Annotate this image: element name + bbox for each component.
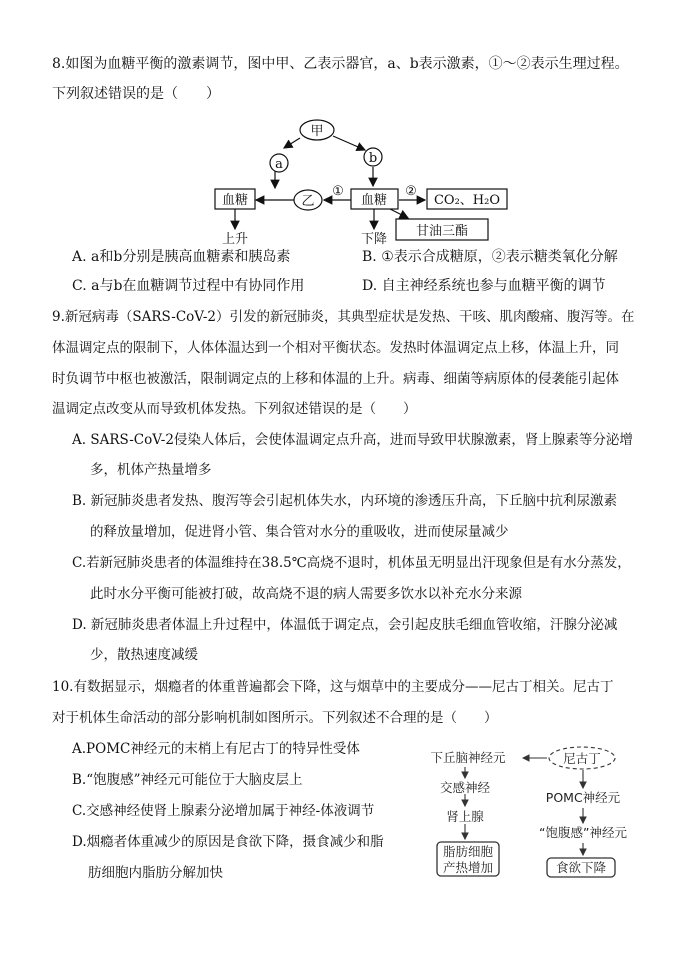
q9-option-a-continued: 多，机体产热量增多 [90,462,212,478]
q9-option-c: C.若新冠肺炎患者的体温维持在38.5℃高烧不退时，机体虽无明显出汗现象但是有水分蒸发， [72,555,631,571]
q9-stem-line-4: 温调定点改变从而导致机体发热。下列叙述错误的是（ ） [52,401,417,417]
q10-stem-line-2: 对于机体生命活动的部分影响机制如图所示。下列叙述不合理的是（ ） [52,710,498,726]
satiety-neuron-label: “饱腹感”神经元 [539,825,627,840]
q8-option-b: B. ①表示合成糖原，②表示糖类氧化分解 [362,249,618,265]
q10-option-a: A.POMC神经元的末梢上有尼古丁的特异性受体 [72,741,360,757]
q8-option-c: C. a与b在血糖调节过程中有协同作用 [72,278,305,294]
hormone-a-label: a [275,157,283,172]
q8-stem: 8.如图为血糖平衡的激素调节，图中甲、乙表示器官，a、b表示激素，①～②表示生理过程。 [52,56,629,72]
fat-cell-box-line-1: 脂肪细胞 [442,844,494,859]
q10-diagram [423,738,649,883]
organ-jia-label: 甲 [310,124,324,139]
q10-option-d-continued: 肪细胞内脂肪分解加快 [88,865,223,881]
q9-stem-line-3: 时负调节中枢也被激活，限制调定点的上移和体温的上升。病毒、细菌等病原体的侵袭能引起体 [52,371,619,387]
hormone-b-label: b [368,151,378,166]
q8-option-d: D. 自主神经系统也参与血糖平衡的调节 [362,278,606,294]
q9-option-d-continued: 少，散热速度减缓 [90,647,198,663]
q10-stem-line-1: 10.有数据显示，烟瘾者的体重普遍都会下降，这与烟草中的主要成分——尼古丁相关。尼古丁 [52,679,614,695]
q8-stem-continued: 下列叙述错误的是（ ） [52,86,220,102]
q10-option-b: B.“饱腹感”神经元可能位于大脑皮层上 [72,772,303,788]
process-1-label: ① [332,184,344,199]
q9-option-a: A. SARS-CoV-2侵染人体后，会使体温调定点升高，进而导致甲状腺激素，肾上腺素等分泌增 [72,432,633,448]
q8-diagram [212,116,512,246]
adrenal-gland-label: 肾上腺 [446,809,484,824]
organ-yi-label: 乙 [301,194,315,209]
triglyceride-box: 甘油三酯 [415,224,469,239]
q10-option-c: C.交感神经使肾上腺素分泌增加属于神经-体液调节 [72,803,375,819]
q8-option-a: A. a和b分别是胰高血糖素和胰岛素 [72,249,291,265]
hypothalamus-neuron-label: 下丘脑神经元 [430,750,506,765]
pomc-neuron-label: POMC神经元 [545,790,621,805]
sympathetic-nerve-label: 交感神经 [439,780,491,795]
q9-stem-line-2: 体温调定点的限制下，人体体温达到一个相对平衡状态。发热时体温调定点上移，体温上升，同 [52,340,619,356]
fall-label: 下降 [360,232,388,246]
q9-option-c-continued: 此时水分平衡可能被打破，故高烧不退的病人需要多饮水以补充水分来源 [90,586,522,602]
q9-option-d: D. 新冠肺炎患者体温上升过程中，体温低于调定点，会引起皮肤毛细血管收缩，汗腺分泌减 [72,617,618,633]
q9-option-b-continued: 的释放量增加，促进肾小管、集合管对水分的重吸收，进而使尿量减少 [90,524,509,540]
nicotine-label: 尼古丁 [563,751,601,766]
q9-stem-line-1: 9.新冠病毒（SARS-CoV-2）引发的新冠肺炎，其典型症状是发热、干咳、肌肉酸痛、腹泻等。在 [52,309,635,325]
rise-label: 上升 [221,232,249,246]
blood-sugar-left-box: 血糖 [221,193,249,208]
q9-option-b: B. 新冠肺炎患者发热、腹泻等会引起机体失水，内环境的渗透压升高，下丘脑中抗利尿激素 [72,493,618,509]
fat-cell-box-line-2: 产热增加 [442,860,494,875]
blood-sugar-right-box: 血糖 [360,193,388,208]
q10-option-d: D.烟瘾者体重减少的原因是食欲下降，摄食减少和脂 [72,834,384,850]
process-2-label: ② [405,184,417,199]
co2-h2o-box: CO₂、H₂O [433,193,501,208]
appetite-down-box: 食欲下降 [555,860,607,875]
